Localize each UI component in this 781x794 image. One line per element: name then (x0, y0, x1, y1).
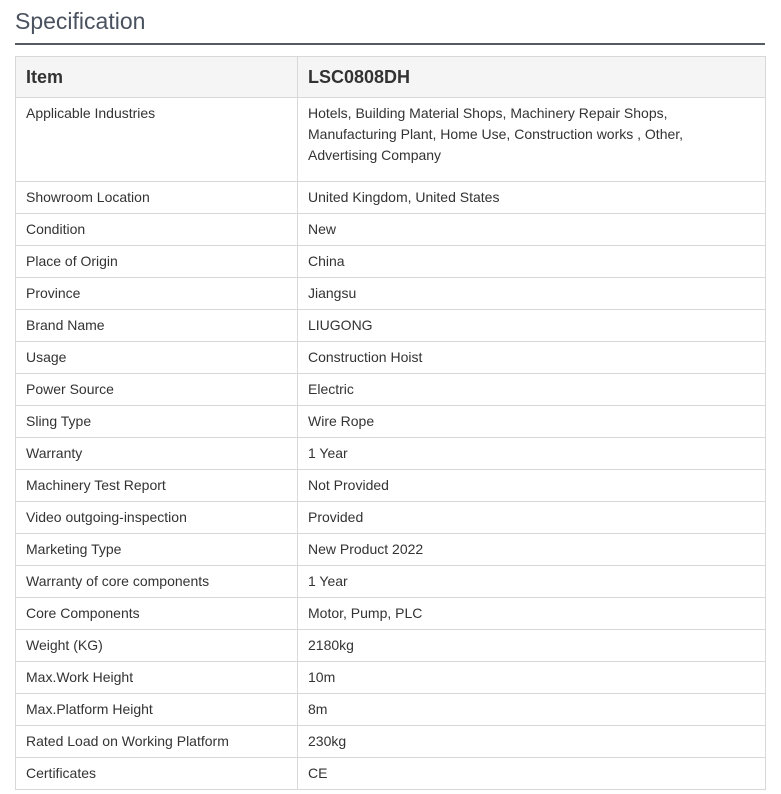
table-header-row (16, 57, 766, 98)
row-value: New (298, 214, 766, 246)
table-row (16, 630, 766, 662)
table-row (16, 726, 766, 758)
row-label: Marketing Type (16, 534, 298, 566)
table-row (16, 374, 766, 406)
row-label: Applicable Industries (16, 98, 298, 182)
row-label: Power Source (16, 374, 298, 406)
row-value: CE (298, 758, 766, 790)
row-value: Not Provided (298, 470, 766, 502)
table-row (16, 278, 766, 310)
row-value: China (298, 246, 766, 278)
table-row (16, 342, 766, 374)
row-value: Wire Rope (298, 406, 766, 438)
row-label: Video outgoing-inspection (16, 502, 298, 534)
table-row (16, 598, 766, 630)
header-model: LSC0808DH (298, 57, 766, 98)
row-value: Jiangsu (298, 278, 766, 310)
table-row (16, 534, 766, 566)
table-row (16, 502, 766, 534)
table-row (16, 566, 766, 598)
table-row (16, 182, 766, 214)
table-row (16, 662, 766, 694)
row-label: Machinery Test Report (16, 470, 298, 502)
row-value: Construction Hoist (298, 342, 766, 374)
row-label: Showroom Location (16, 182, 298, 214)
table-row (16, 694, 766, 726)
row-value: Motor, Pump, PLC (298, 598, 766, 630)
row-label: Rated Load on Working Platform (16, 726, 298, 758)
row-value: 1 Year (298, 566, 766, 598)
row-value: Hotels, Building Material Shops, Machinery Repair Shops, Manufacturing Plant, Home Use, Construction works , Other, Advertising Company (298, 98, 766, 182)
row-label: Province (16, 278, 298, 310)
row-value: LIUGONG (298, 310, 766, 342)
row-label: Usage (16, 342, 298, 374)
table-row (16, 214, 766, 246)
row-label: Place of Origin (16, 246, 298, 278)
row-label: Max.Work Height (16, 662, 298, 694)
row-label: Weight (KG) (16, 630, 298, 662)
row-value: 8m (298, 694, 766, 726)
row-label: Warranty of core components (16, 566, 298, 598)
row-value: 2180kg (298, 630, 766, 662)
row-label: Certificates (16, 758, 298, 790)
row-label: Max.Platform Height (16, 694, 298, 726)
row-value: 1 Year (298, 438, 766, 470)
row-label: Sling Type (16, 406, 298, 438)
table-row (16, 246, 766, 278)
row-value: New Product 2022 (298, 534, 766, 566)
row-value: Electric (298, 374, 766, 406)
table-row (16, 406, 766, 438)
table-row (16, 470, 766, 502)
row-value: 230kg (298, 726, 766, 758)
title-divider (15, 43, 765, 45)
row-label: Core Components (16, 598, 298, 630)
table-row (16, 438, 766, 470)
row-label: Brand Name (16, 310, 298, 342)
row-label: Warranty (16, 438, 298, 470)
specification-table (15, 56, 766, 790)
row-value: 10m (298, 662, 766, 694)
row-label: Condition (16, 214, 298, 246)
row-value: United Kingdom, United States (298, 182, 766, 214)
table-row (16, 98, 766, 182)
row-value: Provided (298, 502, 766, 534)
header-item: Item (16, 57, 298, 98)
table-row (16, 310, 766, 342)
table-row (16, 758, 766, 790)
section-title: Specification (15, 8, 146, 34)
